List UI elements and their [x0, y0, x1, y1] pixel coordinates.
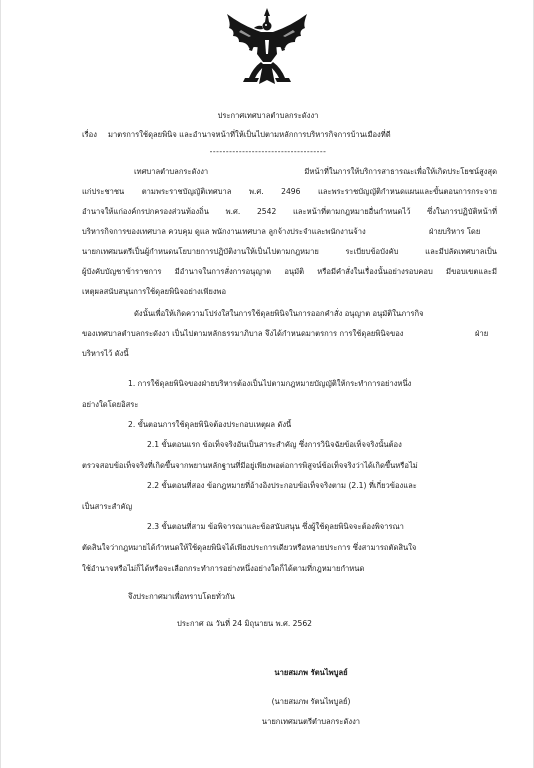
intro-line: เหตุผลสนับสนุนการใช้ดุลยพินิจอย่างเพียงพอ: [82, 287, 227, 296]
signatory-name: นายสมภพ รัตนไพบูลย์: [274, 668, 348, 677]
item23-line: ใช้อำนาจหรือไม่ก็ได้หรือจะเลือกกระทำการอย่างหนึ่งอย่างใดก็ได้ตามที่กฎหมายกำหนด: [82, 564, 365, 573]
garuda-emblem-icon: [221, 6, 313, 90]
subject-text: มาตรการใช้ดุลยพินิจ และอำนาจหน้าที่ให้เป็นไปตามหลักการบริหารกิจการบ้านเมืองที่ดี: [108, 130, 391, 139]
intro-line: แก่ประชาชน ตามพระราชบัญญัติเทศบาล พ.ศ. 2496 และพระราชบัญญัติกำหนดแผนและขั้นตอนการกระจาย: [82, 187, 497, 196]
item23-line: ตัดสินใจว่ากฎหมายได้กำหนดให้ใช้ดุลยพินิจได้เพียงประการเดียวหรือหลายประการ ซึ่งสามารถตัดสินใจ: [82, 543, 417, 552]
signatory-name-printed: (นายสมภพ รัตนไพบูลย์): [271, 697, 351, 706]
item21-line: ตรวจสอบข้อเท็จจริงที่เกิดขึ้นจากพยานหลักฐานที่มีอยู่เพียงพอต่อการพิสูจน์ข้อเท็จจริงว่าได้เกิดขึ้นหรือไม่: [82, 461, 418, 470]
subject-label: เรื่อง: [82, 130, 97, 139]
announcement-date: ประกาศ ณ วันที่ 24 มิถุนายน พ.ศ. 2562: [177, 619, 312, 628]
intro-line: นายกเทศมนตรีเป็นผู้กำหนดนโยบายการปฏิบัติงานให้เป็นไปตามกฎหมาย ระเบียบข้อบังคับ และมีปลัดเทศบาลเป็น: [82, 247, 497, 256]
item21-line: 2.1 ขั้นตอนแรก ข้อเท็จจริงอันเป็นสาระสำคัญ ซึ่งการวินิจฉัยข้อเท็จจริงนั้นต้อง: [147, 440, 402, 449]
para2-line: ของเทศบาลตำบลกระดังงา เป็นไปตามหลักธรรมาภิบาล จึงได้กำหนดมาตรการ การใช้ดุลยพินิจของ: [82, 329, 404, 338]
item23-line: 2.3 ขั้นตอนที่สาม ข้อพิจารณาและข้อสนับสนุน ซึ่งผู้ใช้ดุลยพินิจจะต้องพิจารณา: [147, 522, 404, 531]
item1-line: 1. การใช้ดุลยพินิจของฝ่ายบริหารต้องเป็นไปตามกฎหมายบัญญัติให้กระทำการอย่างหนึ่ง: [128, 379, 412, 388]
item1-line: อย่างใดโดยอิสระ: [82, 400, 139, 409]
item22-line: 2.2 ขั้นตอนที่สอง ข้อกฎหมายที่อ้างอิงประกอบข้อเท็จจริงตาม (2.1) ที่เกี่ยวข้องและ: [147, 481, 417, 490]
signatory-position: นายกเทศมนตรีตำบลกระดังงา: [261, 717, 361, 726]
item22-line: เป็นสาระสำคัญ: [82, 502, 133, 511]
intro-line-tail: ฝ่ายบริหาร โดย: [429, 227, 481, 236]
intro-line: บริหารกิจการของเทศบาล ควบคุม ดูแล พนักงานเทศบาล ลูกจ้างประจำและพนักงานจ้าง: [82, 227, 366, 236]
para2-line-tail: ฝ่าย: [475, 329, 489, 338]
intro-line: อำนาจให้แก่องค์กรปกครองส่วนท้องถิ่น พ.ศ. 2542 และหน้าที่ตามกฎหมายอื่นกำหนดไว้ ซึ่งในการปฏิบัติหน้าที่: [82, 207, 497, 216]
header-divider: ------------------------------------: [209, 147, 327, 156]
intro-line: เทศบาลตำบลกระดังงา มีหน้าที่ในการให้บริการสาธารณะเพื่อให้เกิดประโยชน์สูงสุด: [134, 167, 497, 176]
intro-line: ผู้บังคับบัญชาข้าราชการ มีอำนาจในการสั่งการอนุญาต อนุมัติ หรือมีคำสั่งในเรื่องนั้นอย่างรอบคอบ มีขอบเขตและมี: [82, 267, 497, 276]
document-title: ประกาศเทศบาลตำบลกระดังงา: [217, 111, 319, 120]
closing-statement: จึงประกาศมาเพื่อทราบโดยทั่วกัน: [128, 592, 235, 601]
para2-line: บริหารไว้ ดังนี้: [82, 349, 129, 358]
item2-line: 2. ขั้นตอนการใช้ดุลยพินิจต้องประกอบเหตุผล ดังนี้: [128, 420, 292, 429]
para2-line: ดังนั้นเพื่อให้เกิดความโปร่งใสในการใช้ดุลยพินิจในการออกคำสั่ง อนุญาต อนุมัติในภารกิจ: [134, 309, 424, 318]
